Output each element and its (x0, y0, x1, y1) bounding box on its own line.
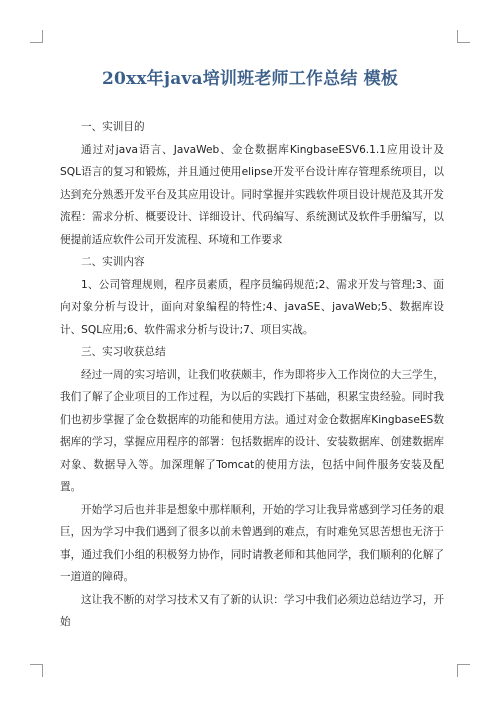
section-heading-summary: 三、实习收获总结 (81, 346, 166, 358)
section-heading-purpose: 一、实训目的 (81, 121, 145, 133)
document-body (60, 116, 444, 634)
crop-mark-bottom-left (30, 664, 43, 677)
paragraph-purpose: 通过对java语言、JavaWeb、金仓数据库KingbaseESV6.1.1应用设计及SQL语言的复习和锻炼，并且通过使用elipse开发平台设计库存管理系统项目，以达到充分熟悉开发平台及其应用设计。同时掌握并实践软件项目设计规范及其开发流程：需求分析、概要设计、详细设计、代码编写、系统测试及软件手册编写，以便提前适应软件公司开发流程、环境和工作要求 (60, 143, 444, 246)
paragraph-content: 1、公司管理规则，程序员素质，程序员编码规范;2、需求开发与管理;3、面向对象分析与设计，面向对象编程的特性;4、javaSE、javaWeb;5、数据库设计、SQL应用;6、软件需求分析与设计;7、项目实战。 (60, 278, 444, 336)
paragraph-summary-1: 经过一周的实习培训，让我们收获颇丰，作为即将步入工作岗位的大三学生，我们了解了企业项目的工作过程，为以后的实践打下基础，积累宝贵经验。同时我们也初步掌握了金仓数据库的功能和使用方法。通过对金仓数据库KingbaseES数据库的学习，掌握应用程序的部署：包括数据库的设计、安装数据库、创建数据库对象、数据导入等。加深理解了Tomcat的使用方法，包括中间件服务安装及配置。 (60, 368, 444, 493)
crop-mark-top-right (457, 30, 470, 43)
document-title: 20xx年java培训班老师工作总结 模板 (101, 69, 399, 89)
paragraph-summary-2: 开始学习后也并非是想象中那样顺利，开始的学习让我异常感到学习任务的艰巨，因为学习中我们遇到了很多以前未曾遇到的难点，有时难免冥思苦想也无济于事，通过我们小组的积极努力协作，同时请教老师和其他同学，我们顺利的化解了一道道的障碍。 (60, 503, 444, 583)
crop-mark-bottom-right (457, 664, 470, 677)
crop-mark-top-left (30, 30, 43, 43)
section-heading-content: 二、实训内容 (81, 256, 145, 268)
paragraph-summary-3: 这让我不断的对学习技术又有了新的认识：学习中我们必须边总结边学习，开始 (60, 593, 444, 628)
